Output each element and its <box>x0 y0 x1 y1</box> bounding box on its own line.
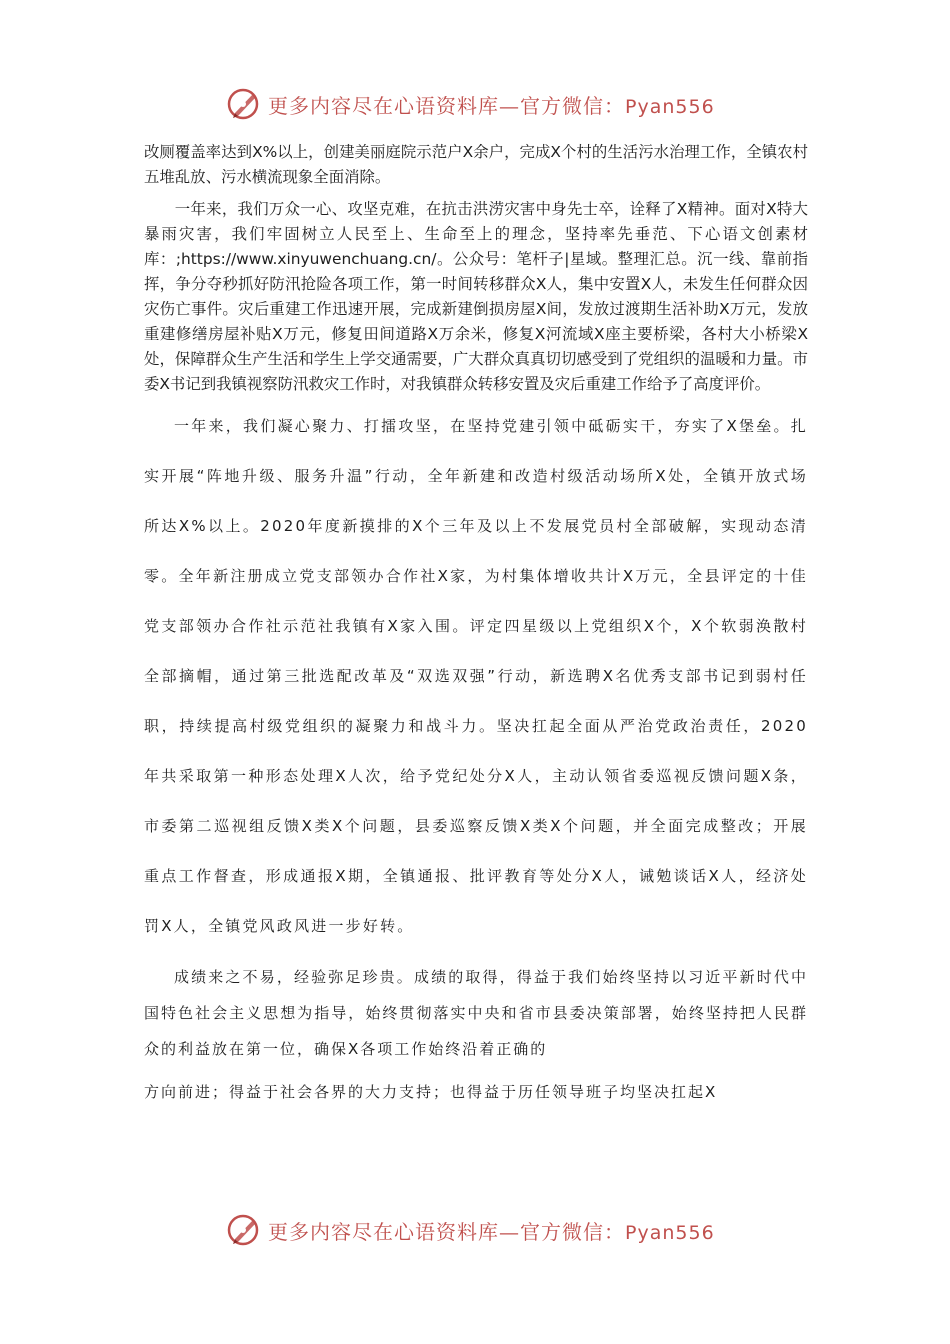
header-banner <box>226 84 715 124</box>
banner-wechat-id: Pyan556 <box>625 95 715 118</box>
pen-logo-icon <box>226 86 262 122</box>
document-body <box>144 140 808 1117</box>
paragraph-1: 改厕覆盖率达到X%以上，创建美丽庭院示范户X余户，完成X个村的生活污水治理工作，全镇农村五堆乱放、污水横流现象全面消除。 <box>144 143 808 186</box>
paragraph-4-continuation: 方向前进；得益于社会各界的大力支持；也得益于历任领导班子均坚决扛起X <box>144 1083 718 1101</box>
paragraph-4 <box>144 959 808 1117</box>
banner-wechat-id: Pyan556 <box>625 1221 715 1244</box>
paragraph-3: 一年来，我们凝心聚力、打擂攻坚，在坚持党建引领中砥砺实干，夯实了X堡垒。扎实开展“阵地升级、服务升温”行动，全年新建和改造村级活动场所X处，全镇开放式场所达X%以上。2020年度新摸排的X个三年及以上不发展党员村全部破解，实现动态清零。全年新注册成立党支部领办合作社X家，为村集体增收共计X万元，全县评定的十佳党支部领办合作社示范社我镇有X家入围。评定四星级以上党组织X个，X个软弱涣散村全部摘帽，通过第三批选配改革及“双选双强”行动，新选聘X名优秀支部书记到弱村任职，持续提高村级党组织的凝聚力和战斗力。坚决扛起全面从严治党政治责任，2020年共采取第一种形态处理X人次，给予党纪处分X人，主动认领省委巡视反馈问题X条，市委第二巡视组反馈X类X个问题，县委巡察反馈X类X个问题，并全面完成整改；开展重点工作督查，形成通报X期，全镇通报、批评教育等处分X人，诫勉谈话X人，经济处罚X人，全镇党风政风进一步好转。 <box>144 417 808 935</box>
pen-logo-icon <box>226 1212 262 1248</box>
footer-banner <box>226 1210 715 1250</box>
paragraph-4-text: 成绩来之不易，经验弥足珍贵。成绩的取得，得益于我们始终坚持以习近平新时代中国特色社会主义思想为指导，始终贯彻落实中央和省市县委决策部署，始终坚持把人民群众的利益放在第一位，确保X各项工作始终沿着正确的 <box>144 968 808 1058</box>
paragraph-2: 一年来，我们万众一心、攻坚克难，在抗击洪涝灾害中身先士卒，诠释了X精神。面对X特大暴雨灾害，我们牢固树立人民至上、生命至上的理念，坚持率先垂范、下心语文创素材库：;https://www.xinyuwenchuang.cn/。公众号：笔杆子|星域。整理汇总。沉一线、靠前指挥，争分夺秒抓好防汛抢险各项工作，第一时间转移群众X人，集中安置X人，未发生任何群众因灾伤亡事件。灾后重建工作迅速开展，完成新建倒损房屋X间，发放过渡期生活补助X万元，发放重建修缮房屋补贴X万元，修复田间道路X万余米，修复X河流域X座主要桥梁，各村大小桥梁X处，保障群众生产生活和学生上学交通需要，广大群众真真切切感受到了党组织的温暖和力量。市委X书记到我镇视察防汛救灾工作时，对我镇群众转移安置及灾后重建工作给予了高度评价。 <box>144 200 808 393</box>
banner-slogan: 更多内容尽在心语资料库—官方微信： <box>268 1219 625 1244</box>
banner-text <box>268 1216 715 1245</box>
banner-slogan: 更多内容尽在心语资料库—官方微信： <box>268 93 625 118</box>
banner-text <box>268 90 715 119</box>
